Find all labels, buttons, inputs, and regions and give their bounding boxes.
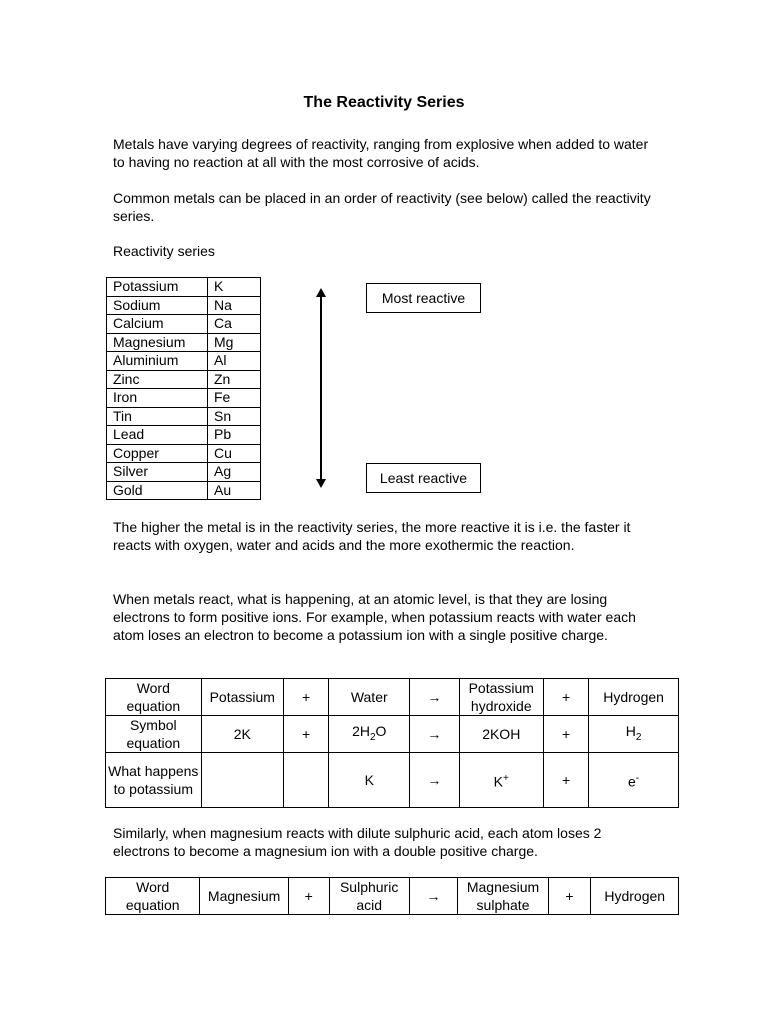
word-equation-row	[106, 679, 679, 716]
metal-symbol: Fe	[208, 389, 261, 408]
most-reactive-label: Most reactive	[366, 283, 481, 313]
intro-paragraph: Metals have varying degrees of reactivity, ranging from explosive when added to water to having no reaction at all with the most corrosive of acids.	[113, 136, 649, 170]
metal-row	[107, 370, 261, 389]
ion-symbol: K	[493, 773, 503, 790]
metal-row	[107, 278, 261, 297]
page-title: The Reactivity Series	[303, 94, 465, 111]
ion-charge: +	[503, 772, 509, 784]
plus-sign: +	[283, 679, 328, 716]
arrow-icon: →	[410, 753, 459, 808]
series-heading: Reactivity series	[113, 243, 215, 259]
empty-cell	[283, 753, 328, 808]
metal-symbol: Ca	[208, 315, 261, 334]
formula-main: 2H	[352, 722, 370, 739]
metal-name: Iron	[107, 389, 208, 408]
metal-symbol: Sn	[208, 407, 261, 426]
metal-row	[107, 444, 261, 463]
reactant-1: 2K	[201, 716, 283, 753]
metal-symbol: K	[208, 278, 261, 297]
metal-name: Zinc	[107, 370, 208, 389]
word-equation-row	[106, 878, 679, 915]
metal-name: Magnesium	[107, 333, 208, 352]
metal-symbol: Pb	[208, 426, 261, 445]
reactant-2: Sulphuric acid	[329, 878, 409, 915]
product-2: Hydrogen	[589, 679, 679, 716]
formula-subscript: 2	[369, 731, 376, 743]
metal-name: Copper	[107, 444, 208, 463]
plus-sign: +	[543, 753, 588, 808]
metal-symbol: Ag	[208, 463, 261, 482]
metal-row	[107, 426, 261, 445]
metal-name: Sodium	[107, 296, 208, 315]
formula-subscript: 2	[635, 731, 642, 743]
row-label: What happens to potassium	[106, 753, 202, 808]
reactivity-series-table	[106, 277, 261, 500]
reactant-2: Water	[329, 679, 410, 716]
metal-name: Tin	[107, 407, 208, 426]
metal-symbol: Cu	[208, 444, 261, 463]
magnesium-paragraph: Similarly, when magnesium reacts with dilute sulphuric acid, each atom loses 2 electrons to become a magnesium ion with a double positive charge.	[113, 825, 602, 859]
arrow-icon: →	[410, 679, 459, 716]
atomic-equation-row	[106, 753, 679, 808]
metal-row	[107, 463, 261, 482]
reactant-2	[329, 716, 410, 753]
metal-symbol: Al	[208, 352, 261, 371]
metal-row	[107, 389, 261, 408]
row-label: Word equation	[106, 878, 200, 915]
row-label: Word equation	[106, 679, 202, 716]
plus-sign: +	[543, 716, 588, 753]
formula-end: O	[375, 722, 387, 739]
plus-sign: +	[283, 716, 328, 753]
series-intro-paragraph: Common metals can be placed in an order of reactivity (see below) called the reactivity series.	[113, 190, 651, 224]
electron-symbol: e	[628, 773, 636, 790]
metal-row	[107, 481, 261, 500]
metal-name: Lead	[107, 426, 208, 445]
empty-cell	[201, 753, 283, 808]
product-2	[589, 716, 679, 753]
metal-symbol: Au	[208, 481, 261, 500]
metal-row	[107, 407, 261, 426]
double-headed-vertical-arrow-icon	[312, 287, 330, 489]
reactivity-explanation-paragraph: The higher the metal is in the reactivity series, the more reactive it is i.e. the faster it reacts with oxygen, water and acids and the more exothermic the reaction.	[113, 519, 631, 553]
reactant-1: Potassium	[201, 679, 283, 716]
potassium-equation-table	[105, 678, 679, 808]
product-1	[459, 753, 543, 808]
product-2	[589, 753, 679, 808]
plus-sign: +	[288, 878, 329, 915]
metal-name: Silver	[107, 463, 208, 482]
metal-name: Gold	[107, 481, 208, 500]
symbol-equation-row	[106, 716, 679, 753]
row-label: Symbol equation	[106, 716, 202, 753]
electron-charge: -	[635, 772, 640, 784]
product-1: Potassium hydroxide	[459, 679, 543, 716]
plus-sign: +	[543, 679, 588, 716]
metal-row	[107, 333, 261, 352]
reactant-1: Magnesium	[200, 878, 288, 915]
metal-name: Aluminium	[107, 352, 208, 371]
plus-sign: +	[548, 878, 591, 915]
atomic-level-paragraph: When metals react, what is happening, at an atomic level, is that they are losing electrons to form positive ions. For example, when potassium reacts with water each atom loses an electron to become a potassium ion with a single positive charge.	[113, 591, 636, 643]
metal-symbol: Zn	[208, 370, 261, 389]
metal-symbol: Na	[208, 296, 261, 315]
formula-main: H	[625, 722, 636, 739]
metal-symbol: Mg	[208, 333, 261, 352]
magnesium-equation-table	[105, 877, 679, 915]
product-1: 2KOH	[459, 716, 543, 753]
arrow-icon: →	[410, 716, 459, 753]
metal-name: Potassium	[107, 278, 208, 297]
least-reactive-label: Least reactive	[366, 463, 481, 493]
metal-row	[107, 296, 261, 315]
product-2: Hydrogen	[591, 878, 679, 915]
metal-name: Calcium	[107, 315, 208, 334]
reactant-2: K	[329, 753, 410, 808]
metal-row	[107, 352, 261, 371]
metal-row	[107, 315, 261, 334]
product-1: Magnesium sulphate	[458, 878, 548, 915]
arrow-icon: →	[409, 878, 458, 915]
